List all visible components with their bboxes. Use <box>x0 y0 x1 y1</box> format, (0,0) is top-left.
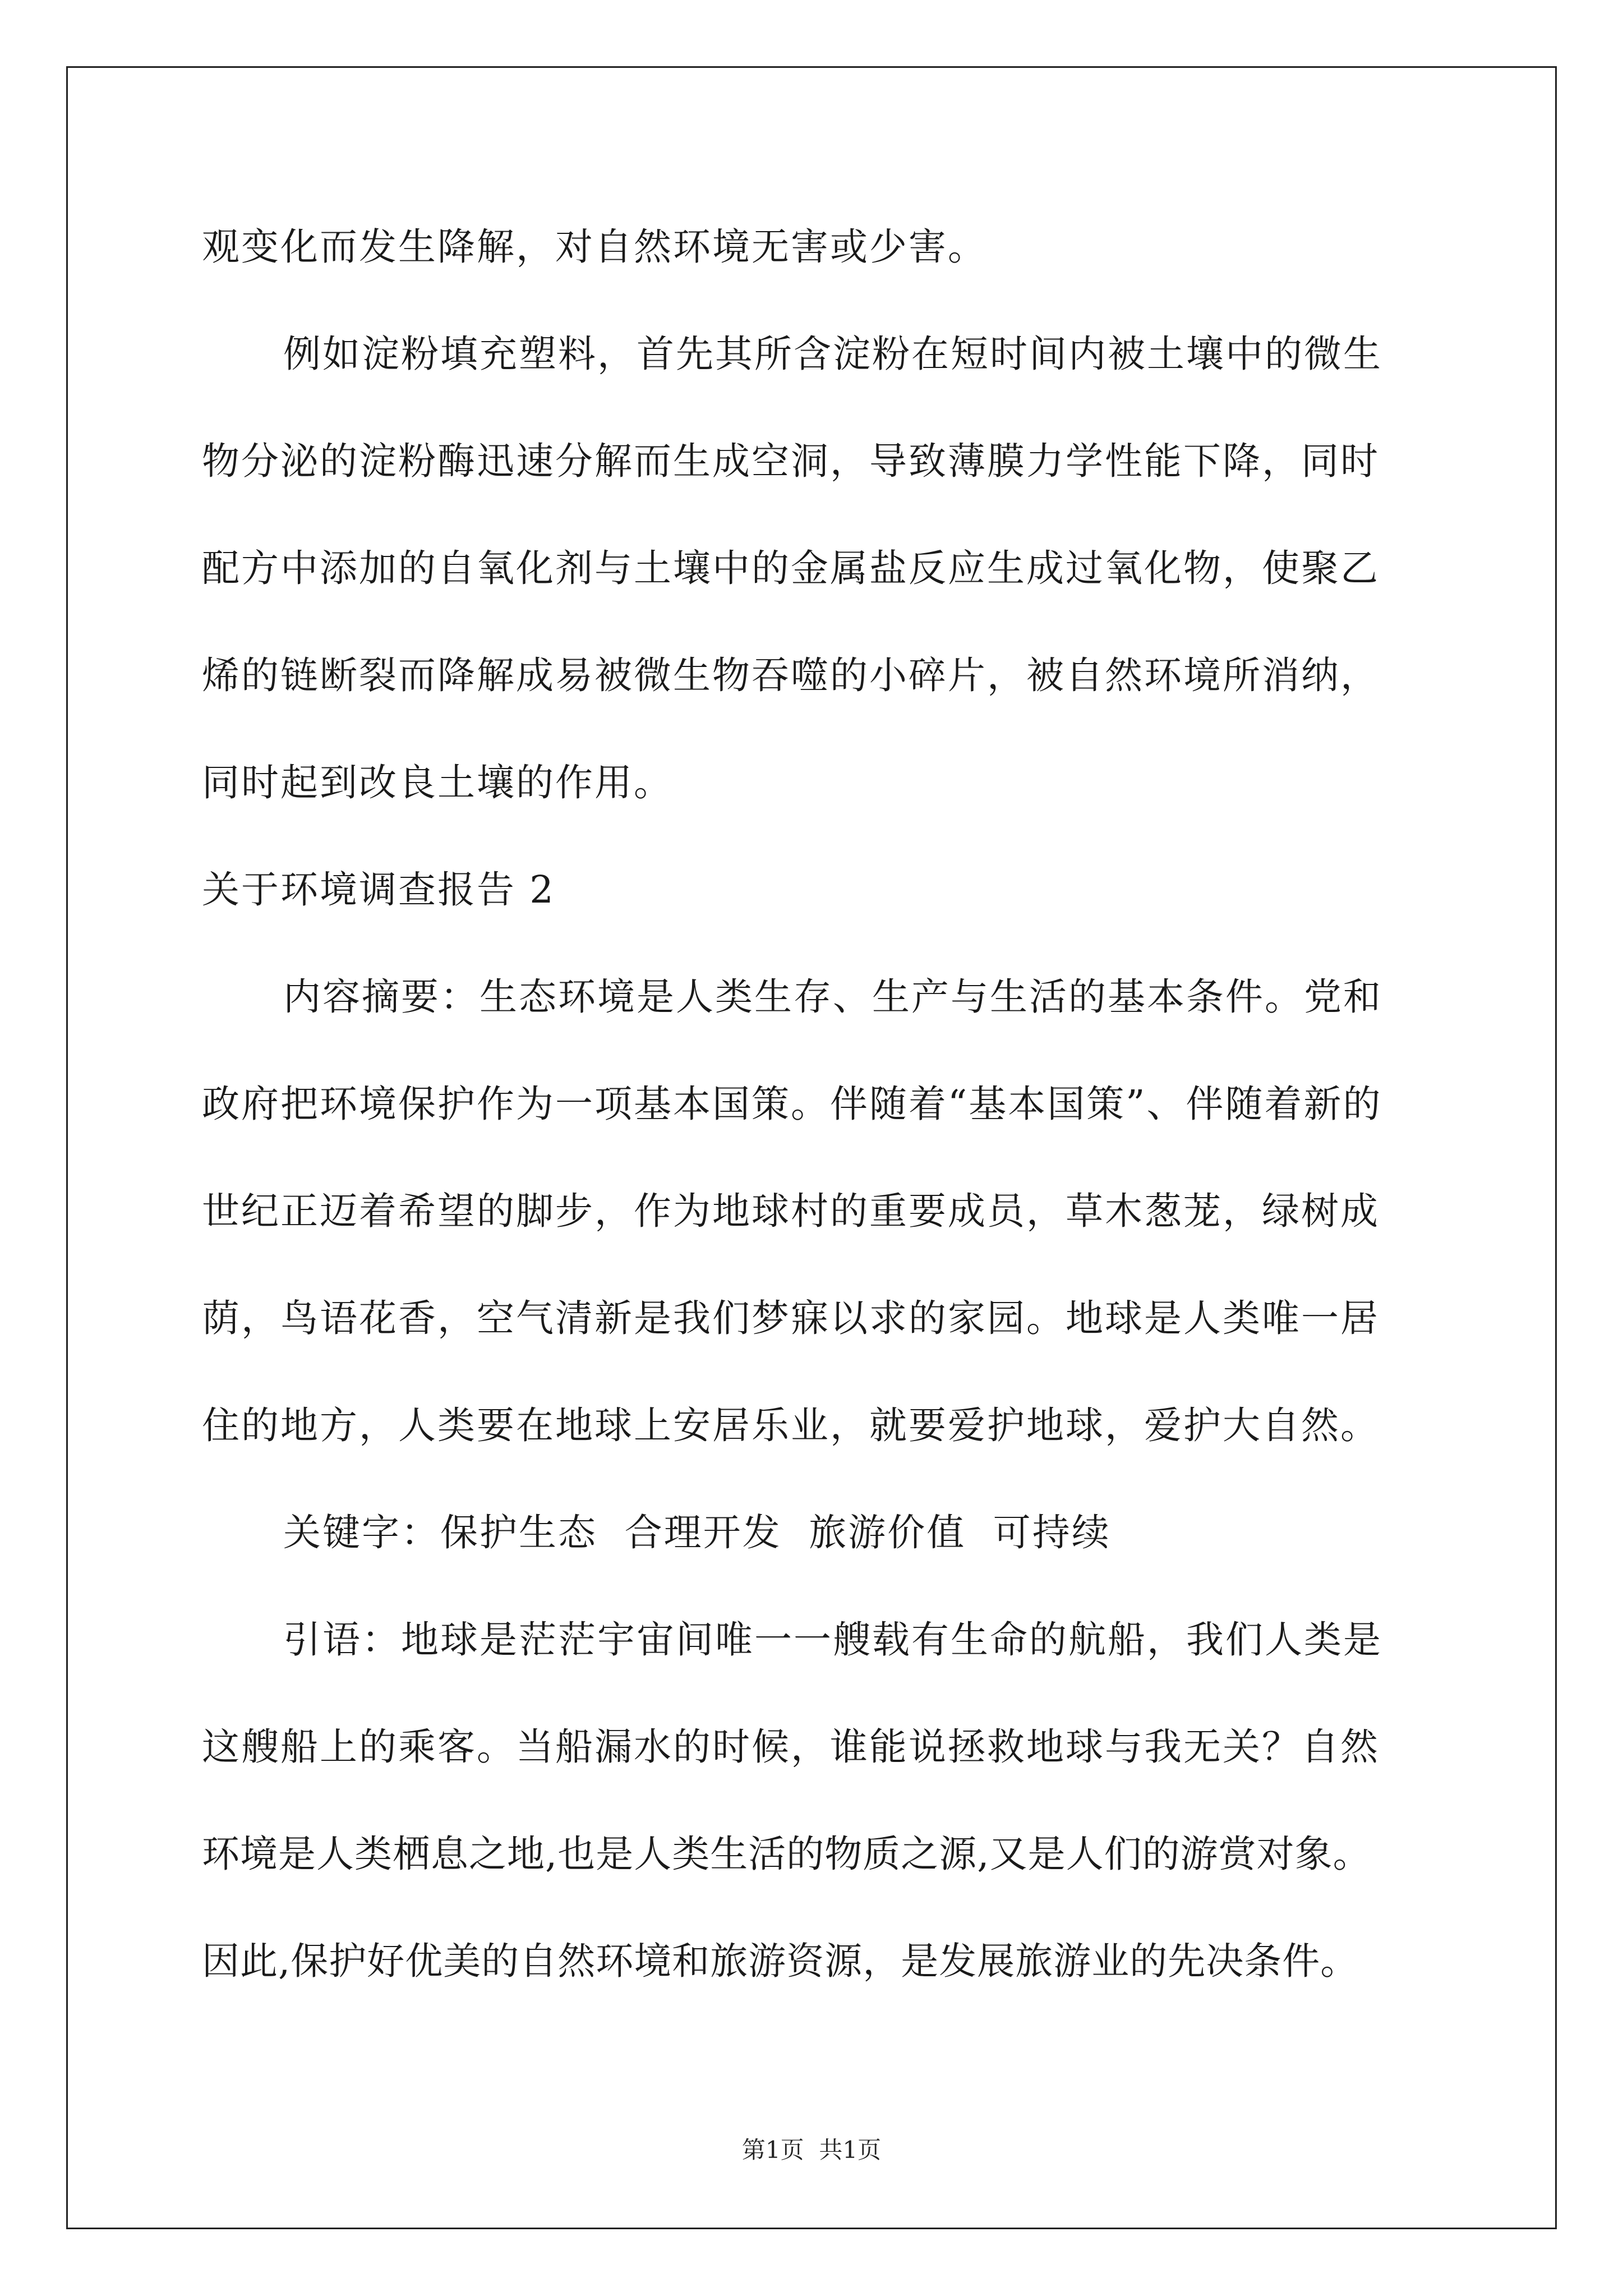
page-footer: 第1页 共1页 <box>741 2136 882 2164</box>
text-line: 配方中添加的自氧化剂与土壤中的金属盐反应生成过氧化物，使聚乙 <box>202 546 1380 590</box>
section-heading: 关于环境调查报告 2 <box>202 868 555 912</box>
text-line: 这艘船上的乘客。当船漏水的时候，谁能说拯救地球与我无关？自然 <box>202 1725 1380 1769</box>
text-line: 世纪正迈着希望的脚步，作为地球村的重要成员，草木葱茏，绿树成 <box>202 1189 1380 1233</box>
text-line: 烯的链断裂而降解成易被微生物吞噬的小碎片，被自然环境所消纳， <box>202 654 1380 697</box>
text-line: 政府把环境保护作为一项基本国策。伴随着“基本国策”、伴随着新的 <box>202 1082 1382 1126</box>
paragraph-abstract: 内容摘要：生态环境是人类生存、生产与生活的基本条件。党和 <box>283 975 1382 1019</box>
paragraph-starch-plastic: 例如淀粉填充塑料，首先其所含淀粉在短时间内被土壤中的微生 <box>283 332 1382 376</box>
text-line: 同时起到改良土壤的作用。 <box>202 761 673 804</box>
text-line: 荫，鸟语花香，空气清新是我们梦寐以求的家园。地球是人类唯一居 <box>202 1296 1380 1340</box>
text-line: 住的地方，人类要在地球上安居乐业，就要爱护地球，爱护大自然。 <box>202 1404 1380 1447</box>
text-line: 物分泌的淀粉酶迅速分解而生成空洞，导致薄膜力学性能下降，同时 <box>202 439 1380 483</box>
text-line: 观变化而发生降解，对自然环境无害或少害。 <box>202 225 987 269</box>
text-line: 因此,保护好优美的自然环境和旅游资源，是发展旅游业的先决条件。 <box>202 1939 1359 1983</box>
page-frame <box>66 66 1557 2229</box>
keywords-line: 关键字：保护生态 合理开发 旅游价值 可持续 <box>283 1511 1111 1554</box>
text-line: 环境是人类栖息之地,也是人类生活的物质之源,又是人们的游赏对象。 <box>202 1832 1371 1876</box>
paragraph-introduction: 引语：地球是茫茫宇宙间唯一一艘载有生命的航船，我们人类是 <box>283 1618 1382 1662</box>
